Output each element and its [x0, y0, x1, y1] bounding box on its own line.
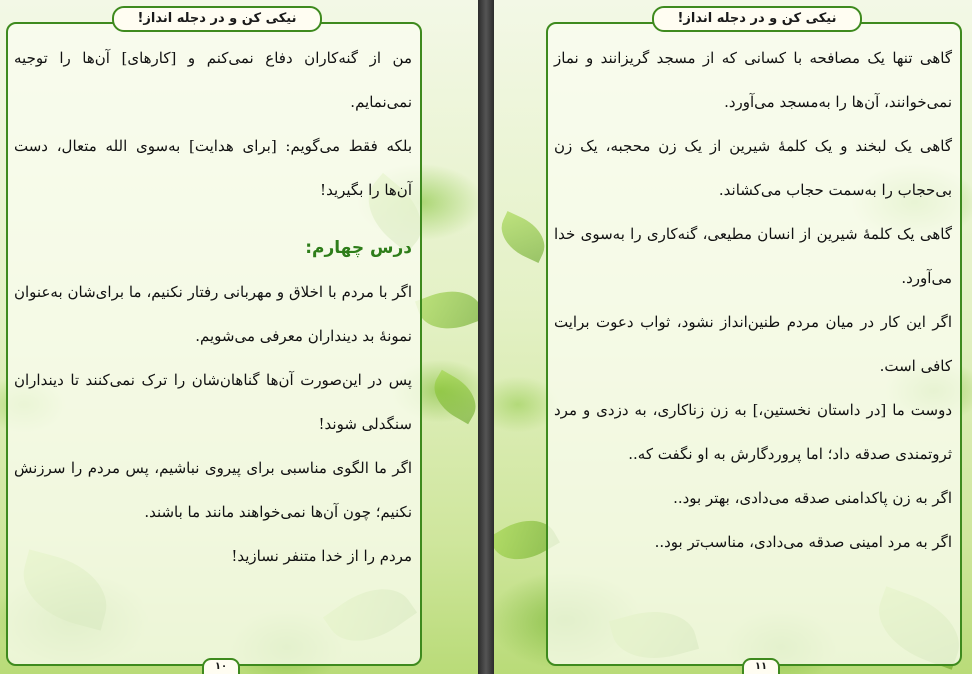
paragraph: گاهی تنها یک مصافحه با کسانی که از مسجد گریزانند و نماز نمی‌خوانند، آن‌ها را به‌مسجد می‌آورد. — [554, 49, 952, 111]
section-heading: درس چهارم: — [305, 238, 412, 258]
paragraph: مردم را از خدا متنفر نسازید! — [231, 547, 412, 565]
leaf-decoration — [415, 281, 478, 339]
page-body — [14, 36, 412, 578]
paragraph: اگر به مرد امینی صدقه می‌دادی، مناسب‌تر بود.. — [654, 533, 952, 551]
paragraph: بلکه فقط می‌گویم: [برای هدایت] به‌سوی الله متعال، دست آن‌ها را بگیرید! — [14, 137, 412, 199]
paragraph: اگر ما الگوی مناسبی برای پیروی نباشیم، پس مردم را سرزنش نکنیم؛ چون آن‌ها نمی‌خواهند مانند ما باشند. — [14, 459, 412, 521]
page-number: ۱۰ — [202, 658, 240, 674]
paragraph: اگر با مردم با اخلاق و مهربانی رفتار نکنیم، ما برای‌شان به‌عنوان نمونهٔ بد دینداران معرفی می‌شویم. — [14, 283, 412, 345]
paragraph: گاهی یک کلمهٔ شیرین از انسان مطیعی، گنه‌کاری را به‌سوی خدا می‌آورد. — [554, 225, 952, 287]
running-header: نیکی کن و در دجله انداز! — [652, 6, 862, 32]
leaf-decoration — [494, 211, 553, 263]
paragraph: دوست ما [در داستان نخستین،] به زن زناکاری، به دزدی و مرد ثروتمندی صدقه داد؛ اما پروردگارش به او نگفت که.. — [554, 401, 952, 463]
paragraph: گاهی یک لبخند و یک کلمهٔ شیرین از یک زن محجبه، یک زن بی‌حجاب را به‌سمت حجاب می‌کشاند. — [554, 137, 952, 199]
right-page — [494, 0, 972, 674]
book-gutter — [478, 0, 494, 674]
paragraph: من از گنه‌کاران دفاع نمی‌کنم و [کارهای] آن‌ها را توجیه نمی‌نمایم. — [14, 49, 412, 111]
paragraph: اگر به زن پاکدامنی صدقه می‌دادی، بهتر بود.. — [673, 489, 952, 507]
paragraph: پس در این‌صورت آن‌ها گناهان‌شان را ترک نمی‌کنند تا دینداران سنگدلی شوند! — [14, 371, 412, 433]
leaf-decoration — [425, 370, 478, 424]
paragraph: اگر این کار در میان مردم طنین‌انداز نشود، ثواب دعوت برایت کافی است. — [554, 313, 952, 375]
page-number: ۱۱ — [742, 658, 780, 674]
page-body — [554, 36, 952, 564]
running-header: نیکی کن و در دجله انداز! — [112, 6, 322, 32]
left-page — [0, 0, 478, 674]
